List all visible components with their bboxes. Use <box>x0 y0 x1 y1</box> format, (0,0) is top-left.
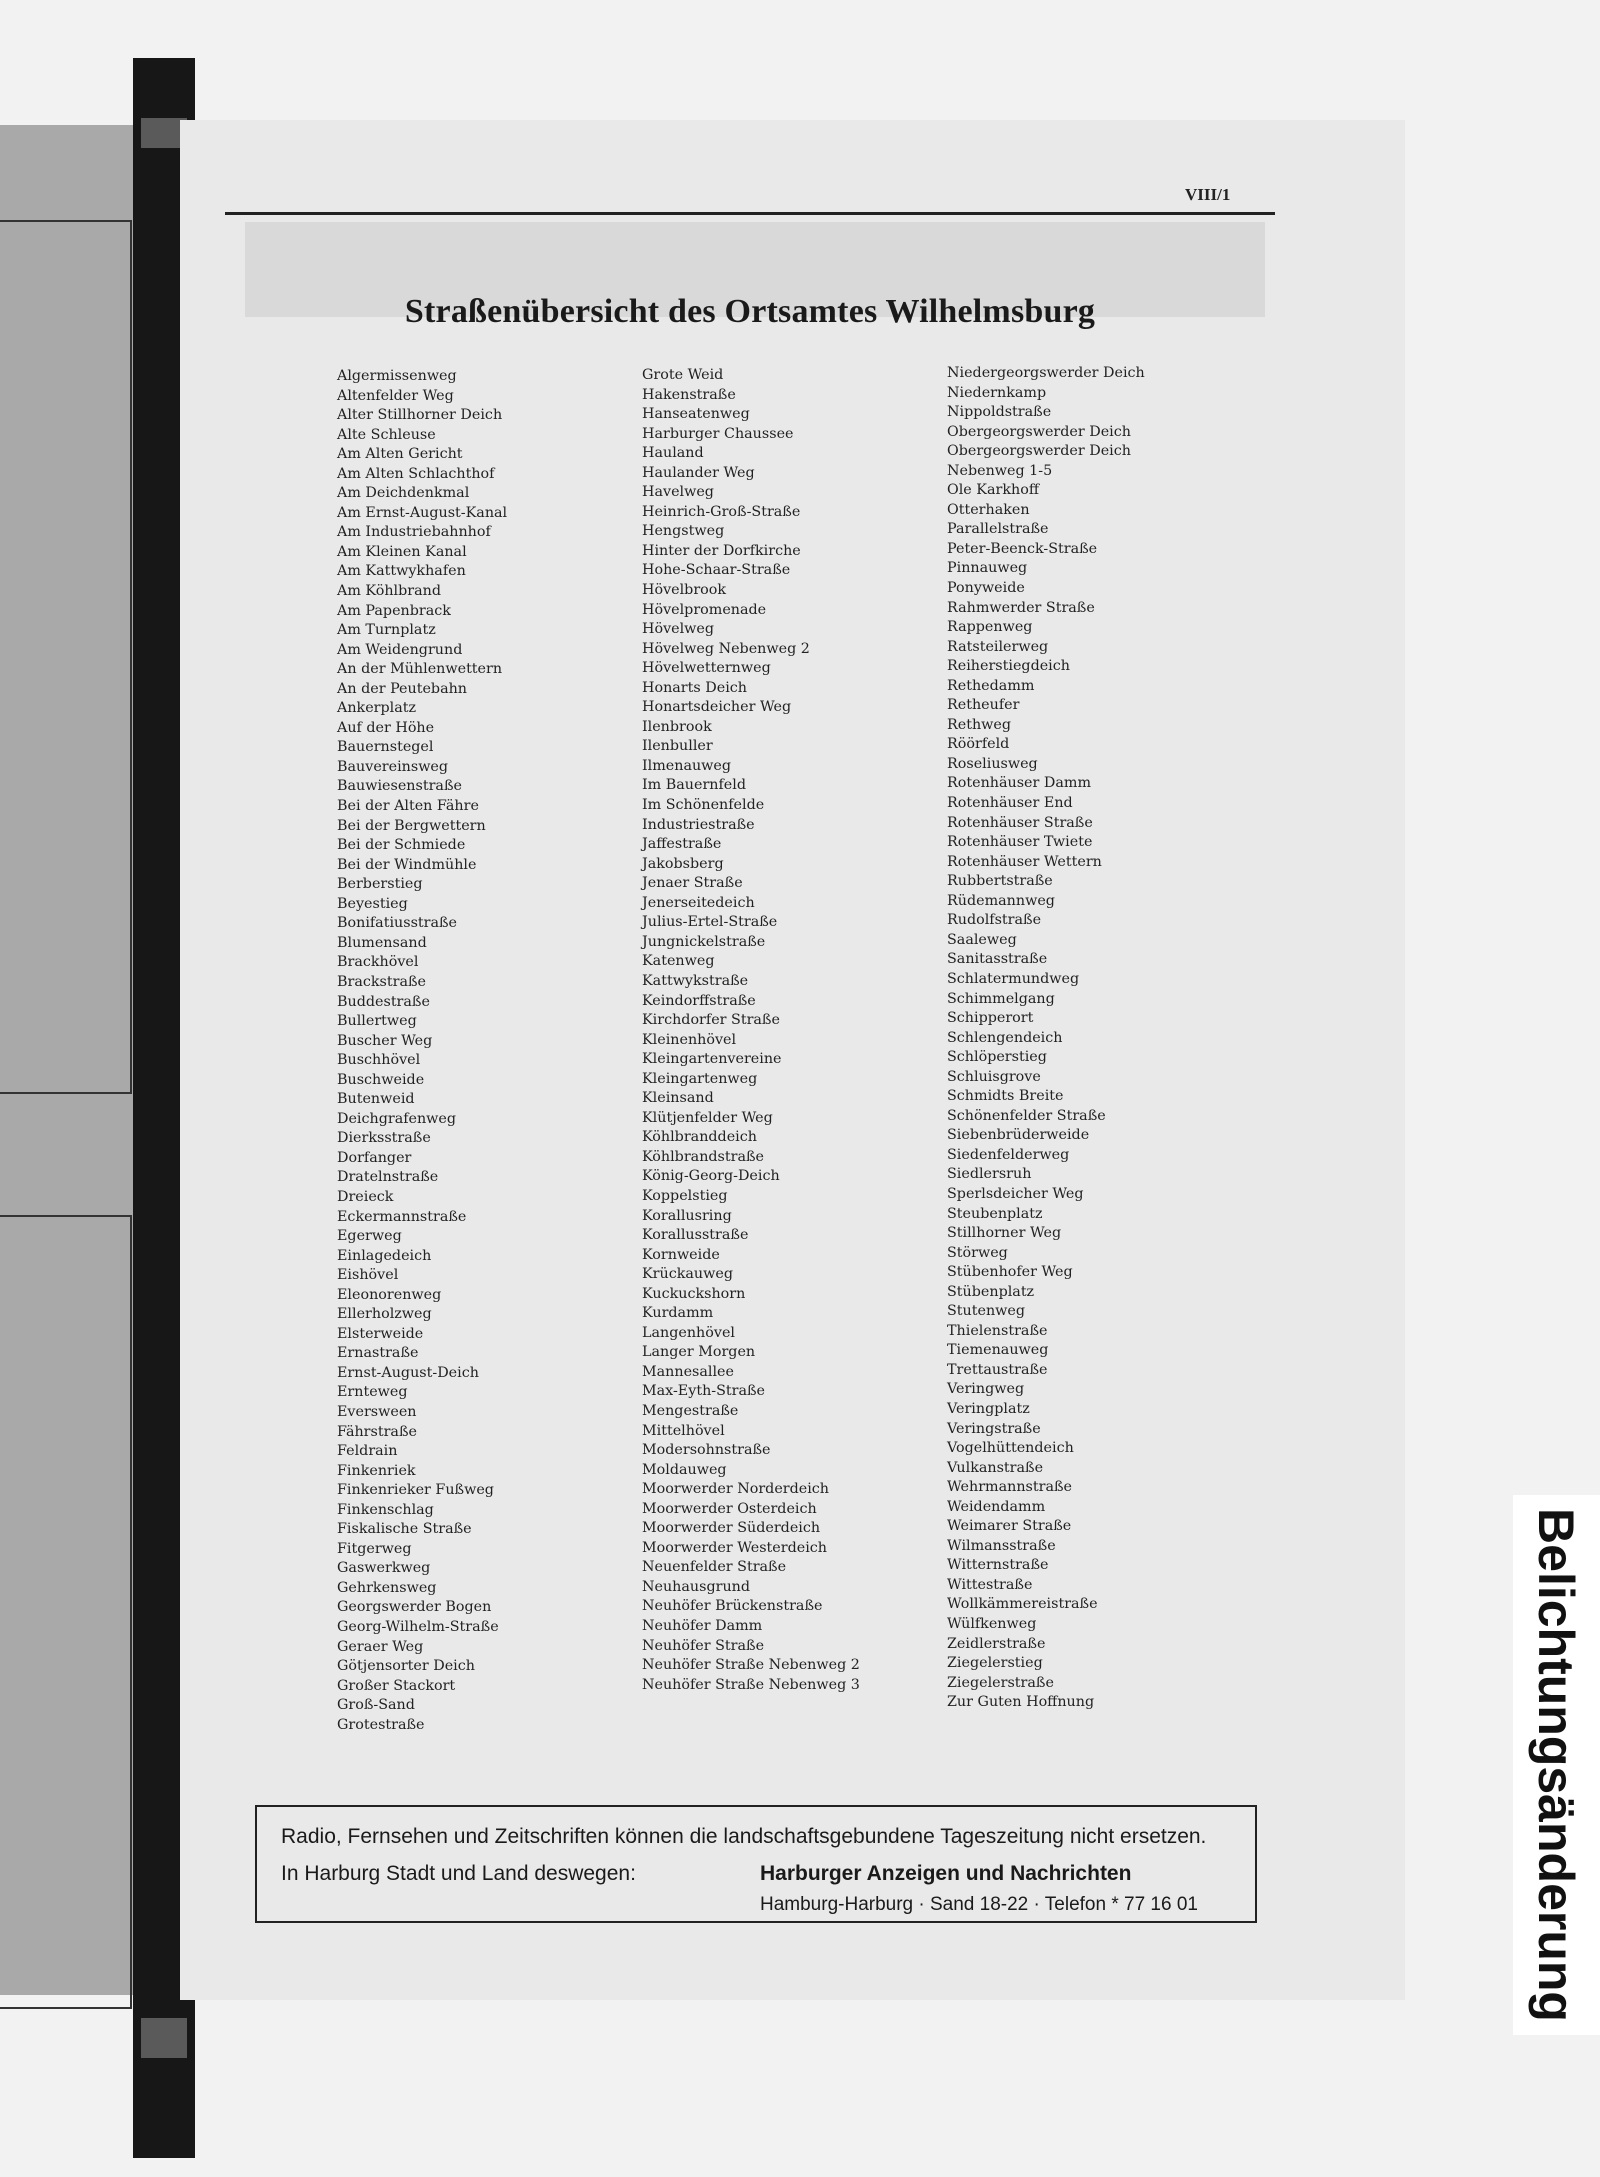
street-name: Modersohnstraße <box>642 1442 771 1459</box>
street-name: An der Peutebahn <box>337 680 468 697</box>
street-name: Trettaustraße <box>947 1361 1048 1378</box>
street-name: Fiskalische Straße <box>337 1521 472 1538</box>
street-name: Schlatermundweg <box>947 970 1080 987</box>
street-name: Fitgerweg <box>337 1540 412 1557</box>
street-name: Ilmenauweg <box>642 757 732 774</box>
street-name: Langer Morgen <box>642 1344 756 1361</box>
street-name: Eversween <box>337 1403 417 1420</box>
street-name: Dratelnstraße <box>337 1169 439 1186</box>
street-name: Ponyweide <box>947 580 1025 597</box>
street-name: Bei der Bergwettern <box>337 817 486 834</box>
street-name: Eleonorenweg <box>337 1286 442 1303</box>
street-name: Feldrain <box>337 1443 398 1460</box>
street-name: Siebenbrüderweide <box>947 1127 1090 1144</box>
exposure-change-text: Belichtungsänderung <box>1528 1508 1584 2022</box>
street-name: Bei der Windmühle <box>337 856 477 873</box>
street-name: Industriestraße <box>642 816 755 833</box>
street-name: Finkenrieker Fußweg <box>337 1482 494 1499</box>
street-name: Buschweide <box>337 1071 425 1088</box>
street-name: Steubenplatz <box>947 1205 1043 1222</box>
street-name: Am Weidengrund <box>337 641 463 658</box>
street-name: Reiherstiegdeich <box>947 658 1070 675</box>
street-name: Im Schönenfelde <box>642 797 765 814</box>
street-name: Am Deichdenkmal <box>337 485 470 502</box>
street-name: Vogelhüttendeich <box>947 1440 1074 1457</box>
street-name: Einlagedeich <box>337 1247 432 1264</box>
street-name: Hövelbrook <box>642 582 727 599</box>
street-name: Krückauweg <box>642 1266 733 1283</box>
street-name: Dorfanger <box>337 1149 412 1166</box>
street-name: Pinnauweg <box>947 560 1028 577</box>
street-name: Kirchdorfer Straße <box>642 1012 780 1029</box>
street-name: Hohe-Schaar-Straße <box>642 562 791 579</box>
street-name: Hakenstraße <box>642 386 736 403</box>
street-name: Im Bauernfeld <box>642 777 746 794</box>
street-name: Tiemenauweg <box>947 1342 1049 1359</box>
street-name: Röörfeld <box>947 736 1010 753</box>
street-name: Kleinsand <box>642 1090 714 1107</box>
street-name: Nebenweg 1-5 <box>947 462 1053 479</box>
street-name: Hanseatenweg <box>642 406 750 423</box>
exposure-change-label <box>1513 1495 1600 2035</box>
street-name: Klütjenfelder Weg <box>642 1109 773 1126</box>
street-name: Mittelhövel <box>642 1422 725 1439</box>
street-name: Am Turnplatz <box>337 622 436 639</box>
street-name: Rethedamm <box>947 677 1035 694</box>
street-name: Ziegelerstieg <box>947 1655 1043 1672</box>
street-name: Algermissenweg <box>337 368 457 384</box>
street-name: Zeidlerstraße <box>947 1635 1046 1652</box>
street-name: Schluisgrove <box>947 1068 1041 1085</box>
street-name: Grote Weid <box>642 367 724 383</box>
street-name: Am Industriebahnhof <box>337 524 491 541</box>
street-name: Bonifatiusstraße <box>337 915 458 932</box>
street-name: Stutenweg <box>947 1303 1026 1320</box>
street-name: Altenfelder Weg <box>337 387 454 404</box>
street-name: Buschhövel <box>337 1052 421 1069</box>
street-name: Eishövel <box>337 1267 399 1284</box>
street-name: Katenweg <box>642 953 715 970</box>
street-name: Keindorffstraße <box>642 992 756 1009</box>
street-name: Roseliusweg <box>947 755 1038 772</box>
street-name: Berberstieg <box>337 876 423 893</box>
street-name: Moorwerder Süderdeich <box>642 1520 821 1537</box>
street-name: Butenweid <box>337 1091 415 1108</box>
street-name: Wilmansstraße <box>947 1537 1056 1554</box>
street-name: Ilenbuller <box>642 738 713 755</box>
street-name: Parallelstraße <box>947 521 1049 538</box>
street-name: Kleingartenvereine <box>642 1051 782 1068</box>
street-name: Finkenschlag <box>337 1501 434 1518</box>
street-name: Siedlersruh <box>947 1166 1032 1183</box>
street-list-column-3 <box>947 364 1145 1713</box>
street-name: Hinter der Dorfkirche <box>642 542 801 559</box>
advertisement-box <box>255 1805 1257 1923</box>
street-name: Saaleweg <box>947 931 1017 948</box>
street-name: Obergeorgswerder Deich <box>947 423 1131 440</box>
street-name: Rahmwerder Straße <box>947 599 1095 616</box>
street-name: Veringweg <box>947 1381 1025 1398</box>
street-name: Moorwerder Westerdeich <box>642 1539 827 1556</box>
street-name: Weimarer Straße <box>947 1518 1072 1535</box>
street-name: Hengstweg <box>642 523 725 540</box>
street-name: Rubbertstraße <box>947 873 1053 890</box>
street-name: Hövelpromenade <box>642 601 767 618</box>
street-name: Geraer Weg <box>337 1638 424 1655</box>
adjacent-page-edge <box>0 125 150 1995</box>
street-name: Beyestieg <box>337 895 408 912</box>
street-name: Vulkanstraße <box>947 1459 1044 1476</box>
street-name: Götjensorter Deich <box>337 1658 475 1675</box>
street-name: Ernteweg <box>337 1384 408 1401</box>
street-name: Kurdamm <box>642 1305 714 1322</box>
street-name: Julius-Ertel-Straße <box>642 914 778 931</box>
street-name: Georg-Wilhelm-Straße <box>337 1619 499 1635</box>
street-name: Jenaer Straße <box>642 875 743 892</box>
street-name: Moorwerder Osterdeich <box>642 1500 817 1517</box>
ad-text-line: Radio, Fernsehen und Zeitschriften können die landschaftsgebundene Tageszeitung nicht ersetzen. <box>281 1825 1207 1848</box>
street-name: Ernst-August-Deich <box>337 1364 479 1381</box>
street-name: Grotestraße <box>337 1716 425 1733</box>
street-name: Rotenhäuser Twiete <box>947 834 1093 851</box>
street-name: Wülfkenweg <box>947 1616 1037 1632</box>
street-name: Harburger Chaussee <box>642 425 794 442</box>
street-name: Wehrmannstraße <box>947 1479 1072 1496</box>
street-name: Groß-Sand <box>337 1697 415 1714</box>
street-name: Schipperort <box>947 1010 1034 1027</box>
street-name: Bauvereinsweg <box>337 758 449 775</box>
street-name: Kleingartenweg <box>642 1070 758 1087</box>
street-name: Neuhöfer Straße Nebenweg 3 <box>642 1676 860 1693</box>
street-name: Haulander Weg <box>642 464 755 481</box>
street-name: Rotenhäuser Wettern <box>947 853 1102 870</box>
street-name: Elsterweide <box>337 1325 424 1342</box>
street-name: Auf der Höhe <box>337 719 435 736</box>
street-name: Schimmelgang <box>947 990 1055 1007</box>
street-name: Am Alten Schlachthof <box>337 465 495 482</box>
street-name: Max-Eyth-Straße <box>642 1383 766 1400</box>
street-name: Jungnickelstraße <box>642 933 766 950</box>
street-name: Neuhöfer Damm <box>642 1618 763 1634</box>
street-name: Zur Guten Hoffnung <box>947 1694 1095 1711</box>
street-name: Jenerseitedeich <box>642 894 755 911</box>
street-name: Siedenfelderweg <box>947 1146 1070 1163</box>
street-name: Ole Karkhoff <box>947 482 1039 499</box>
street-name: Korallusstraße <box>642 1227 749 1244</box>
street-name: Veringplatz <box>947 1400 1030 1417</box>
street-name: Hövelweg <box>642 621 715 638</box>
street-name: Hövelwetternweg <box>642 660 771 677</box>
street-name: Honartsdeicher Weg <box>642 699 792 716</box>
street-name: Ziegelerstraße <box>947 1674 1054 1691</box>
street-name: Blumensand <box>337 934 427 951</box>
street-name: Schönenfelder Straße <box>947 1107 1106 1124</box>
street-name: Bei der Schmiede <box>337 837 466 854</box>
street-name: Am Papenbrack <box>337 602 451 619</box>
street-name: Bauwiesenstraße <box>337 778 462 795</box>
street-name: An der Mühlenwettern <box>337 661 503 678</box>
street-name: Buscher Weg <box>337 1032 433 1049</box>
street-name: Buddestraße <box>337 993 430 1010</box>
street-name: Ernastraße <box>337 1345 419 1362</box>
street-name: Brackhövel <box>337 954 419 971</box>
street-name: Neuhausgrund <box>642 1578 751 1595</box>
street-name: Honarts Deich <box>642 679 747 696</box>
street-name: Wittestraße <box>947 1576 1033 1593</box>
street-name: Schlöperstieg <box>947 1049 1047 1066</box>
street-name: Kattwykstraße <box>642 972 749 989</box>
page-number: VIII/1 <box>1185 185 1231 204</box>
street-name: Langenhövel <box>642 1324 735 1341</box>
street-name: Hauland <box>642 445 704 462</box>
street-name: Dierksstraße <box>337 1130 431 1147</box>
street-name: Neuhöfer Straße <box>642 1637 765 1654</box>
street-name: Mengestraße <box>642 1402 739 1419</box>
street-name: Georgswerder Bogen <box>337 1599 492 1616</box>
street-name: Deichgrafenweg <box>337 1110 457 1127</box>
street-name: Rudolfstraße <box>947 912 1042 929</box>
street-name: Alte Schleuse <box>337 426 436 443</box>
street-name: Brackstraße <box>337 973 426 990</box>
street-name: Moldauweg <box>642 1461 727 1478</box>
street-name: Niedergeorgswerder Deich <box>947 365 1145 381</box>
street-name: König-Georg-Deich <box>642 1168 780 1185</box>
street-name: Schlengendeich <box>947 1029 1063 1046</box>
header-rule <box>225 212 1275 215</box>
street-name: Veringstraße <box>947 1420 1041 1437</box>
street-name: Stillhorner Weg <box>947 1225 1062 1242</box>
street-name: Jaffestraße <box>642 836 722 853</box>
street-name: Jakobsberg <box>642 855 724 872</box>
street-name: Wollkämmereistraße <box>947 1596 1098 1613</box>
street-name: Am Alten Gericht <box>337 446 463 463</box>
street-name: Bauernstegel <box>337 739 434 756</box>
ad-publisher: Harburger Anzeigen und Nachrichten <box>760 1862 1132 1885</box>
street-name: Otterhaken <box>947 501 1030 518</box>
street-name: Rethweg <box>947 716 1012 733</box>
street-name: Schmidts Breite <box>947 1088 1064 1105</box>
street-name: Kornweide <box>642 1246 720 1263</box>
street-name: Eckermannstraße <box>337 1208 467 1225</box>
street-name: Finkenriek <box>337 1462 416 1479</box>
street-name: Neuenfelder Straße <box>642 1559 787 1576</box>
street-name: Am Kleinen Kanal <box>337 543 467 560</box>
street-name: Kleinenhövel <box>642 1031 737 1048</box>
adjacent-page-frame <box>0 220 132 1094</box>
street-name: Witternstraße <box>947 1557 1049 1574</box>
street-name: Am Köhlbrand <box>337 583 441 600</box>
street-name: Koppelstieg <box>642 1187 728 1204</box>
street-name: Rüdemannweg <box>947 892 1055 909</box>
street-name: Rotenhäuser End <box>947 795 1073 812</box>
street-name: Ratsteilerweg <box>947 638 1049 655</box>
street-name: Peter-Beenck-Straße <box>947 540 1098 557</box>
street-name: Neuhöfer Brückenstraße <box>642 1598 823 1615</box>
street-name: Egerweg <box>337 1228 402 1245</box>
street-name: Stübenhofer Weg <box>947 1264 1073 1281</box>
street-name: Heinrich-Groß-Straße <box>642 503 801 520</box>
street-name: Rotenhäuser Straße <box>947 814 1093 831</box>
street-name: Sperlsdeicher Weg <box>947 1185 1084 1202</box>
street-name: Kuckuckshorn <box>642 1285 746 1302</box>
street-name: Köhlbranddeich <box>642 1129 757 1146</box>
street-name: Korallusring <box>642 1207 732 1224</box>
street-name: Hövelweg Nebenweg 2 <box>642 640 810 657</box>
street-name: Havelweg <box>642 484 714 501</box>
street-name: Rappenweg <box>947 619 1033 636</box>
street-name: Sanitasstraße <box>947 951 1048 968</box>
street-name: Fährstraße <box>337 1423 417 1440</box>
street-name: Ilenbrook <box>642 718 712 735</box>
street-name: Gehrkensweg <box>337 1579 437 1596</box>
street-name: Weidendamm <box>947 1498 1046 1515</box>
street-name: Dreieck <box>337 1188 394 1205</box>
street-name: Niedernkamp <box>947 384 1047 401</box>
street-name: Gaswerkweg <box>337 1560 431 1577</box>
street-name: Moorwerder Norderdeich <box>642 1481 830 1498</box>
street-name: Störweg <box>947 1244 1008 1261</box>
street-name: Alter Stillhorner Deich <box>337 407 503 424</box>
street-list-column-1 <box>337 367 507 1735</box>
street-name: Thielenstraße <box>947 1322 1048 1339</box>
adjacent-page-frame <box>0 1215 132 2009</box>
street-name: Köhlbrandstraße <box>642 1148 765 1165</box>
street-name: Stübenplatz <box>947 1283 1035 1300</box>
street-list-column-2 <box>642 366 860 1695</box>
ad-text-line: In Harburg Stadt und Land deswegen: <box>281 1862 636 1885</box>
street-name: Großer Stackort <box>337 1677 456 1694</box>
street-name: Retheufer <box>947 697 1020 714</box>
street-name: Am Ernst-August-Kanal <box>337 504 508 521</box>
street-name: Bullertweg <box>337 1013 417 1030</box>
street-name: Bei der Alten Fähre <box>337 798 479 815</box>
street-name: Ellerholzweg <box>337 1306 432 1323</box>
street-name: Neuhöfer Straße Nebenweg 2 <box>642 1657 860 1674</box>
street-name: Ankerplatz <box>337 700 417 717</box>
street-name: Nippoldstraße <box>947 404 1052 421</box>
street-name: Rotenhäuser Damm <box>947 775 1092 792</box>
street-name: Am Kattwykhafen <box>337 563 466 580</box>
ad-address: Hamburg-Harburg · Sand 18-22 · Telefon * 77 16 01 <box>760 1894 1198 1915</box>
page-title: Straßenübersicht des Ortsamtes Wilhelmsburg <box>404 293 1096 330</box>
street-name: Obergeorgswerder Deich <box>947 443 1131 460</box>
street-name: Mannesallee <box>642 1363 734 1380</box>
